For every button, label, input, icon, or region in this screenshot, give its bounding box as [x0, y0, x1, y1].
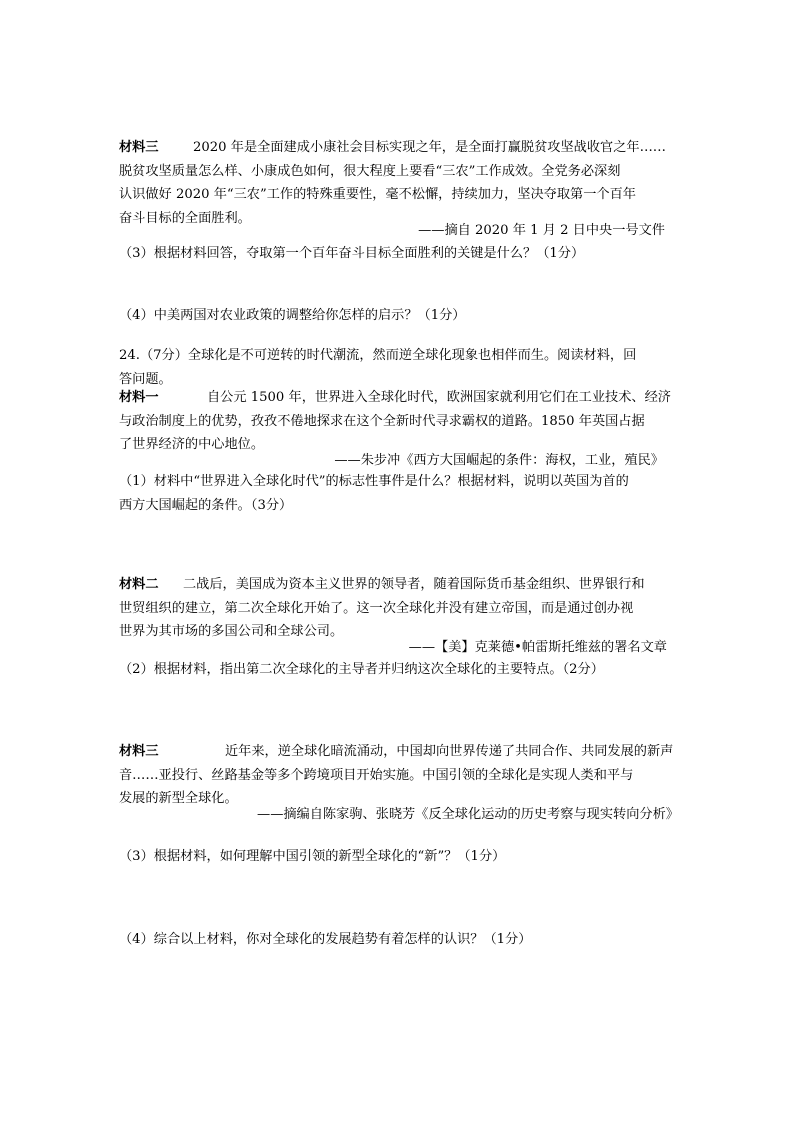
q23-material3-source	[119, 219, 665, 243]
q24-material2	[119, 573, 679, 644]
q24-question-1: （1）材料中“世界进入全球化时代”的标志性事件是什么？根据材料，说明以英国为首的 西方大国崛起的条件。（3分）	[119, 474, 629, 513]
material-text: 二战后，美国成为资本主义世界的领导者，随着国际货币基金组织、世界银行和	[183, 577, 645, 592]
material-label: 材料二	[119, 577, 159, 592]
material-text: 近年来，逆全球化暗流涌动，中国却向世界传递了共同合作、共同发展的新声	[225, 744, 674, 759]
q23-question-3: （3）根据材料回答，夺取第一个百年奋斗目标全面胜利的关键是什么？（1分）	[119, 246, 585, 261]
q24-material3	[119, 740, 679, 811]
material-text: 认识做好 2020 年“三农”工作的特殊重要性，毫不松懈，持续加力，坚决夺取第一个百年	[119, 187, 636, 202]
material-text: 音……亚投行、丝路基金等多个跨境项目开始实施。中国引领的全球化是实现人类和平与	[119, 767, 634, 783]
material-text: 发展的新型全球化。	[119, 791, 238, 806]
q24-question-2: （2）根据材料，指出第二次全球化的主导者并归纳这次全球化的主要特点。（2分）	[119, 662, 604, 677]
source-citation: ——摘编自陈家驹、张晓芳《反全球化运动的历史考察与现实转向分析》	[257, 807, 679, 822]
q24-material3-source	[119, 803, 679, 827]
source-citation: ——朱步冲《西方大国崛起的条件：海权，工业，殖民》	[334, 453, 664, 468]
q24-question-4: （4）综合以上材料，你对全球化的发展趋势有着怎样的认识？（1分）	[119, 932, 532, 947]
material-label: 材料三	[119, 744, 159, 759]
material-text: 2020 年是全面建成小康社会目标实现之年，是全面打赢脱贫攻坚战收官之年……	[193, 140, 666, 155]
q24-material2-source	[119, 636, 667, 660]
material-text: 奋斗目标的全面胜利。	[119, 210, 251, 226]
q23-material3	[119, 136, 679, 230]
material-text: 世贸组织的建立，第二次全球化开始了。这一次全球化并没有建立帝国，而是通过创办视	[119, 600, 634, 616]
material-text: 脱贫攻坚质量怎么样、小康成色如何，很大程度上要看“三农”工作成效。全党务必深刻	[119, 163, 621, 179]
q24-material1	[119, 386, 679, 457]
q24-intro: 24.（7分）全球化是不可逆转的时代潮流，然而逆全球化现象也相伴而生。阅读材料，回 答问题。	[119, 348, 637, 387]
material-text: 世界为其市场的多国公司和全球公司。	[119, 624, 344, 639]
q24-question-3: （3）根据材料，如何理解中国引领的新型全球化的“新”？（1分）	[119, 849, 506, 864]
material-label: 材料一	[119, 390, 159, 405]
source-citation: ——摘自 2020 年 1 月 2 日中央一号文件	[418, 223, 665, 238]
q24-material1-source	[119, 449, 664, 473]
material-text: 自公元 1500 年，世界进入全球化时代，欧洲国家就利用它们在工业技术、经济	[207, 390, 671, 405]
material-label: 材料三	[119, 140, 159, 155]
material-text: 与政治制度上的优势，孜孜不倦地探求在这个全新时代寻求霸权的道路。1850 年英国占据	[119, 413, 645, 429]
q23-question-4: （4）中美两国对农业政策的调整给你怎样的启示？（1分）	[119, 308, 466, 323]
material-text: 了世界经济的中心地位。	[119, 437, 265, 452]
source-citation: ——【美】克莱德•帕雷斯托维兹的署名文章	[408, 640, 667, 655]
